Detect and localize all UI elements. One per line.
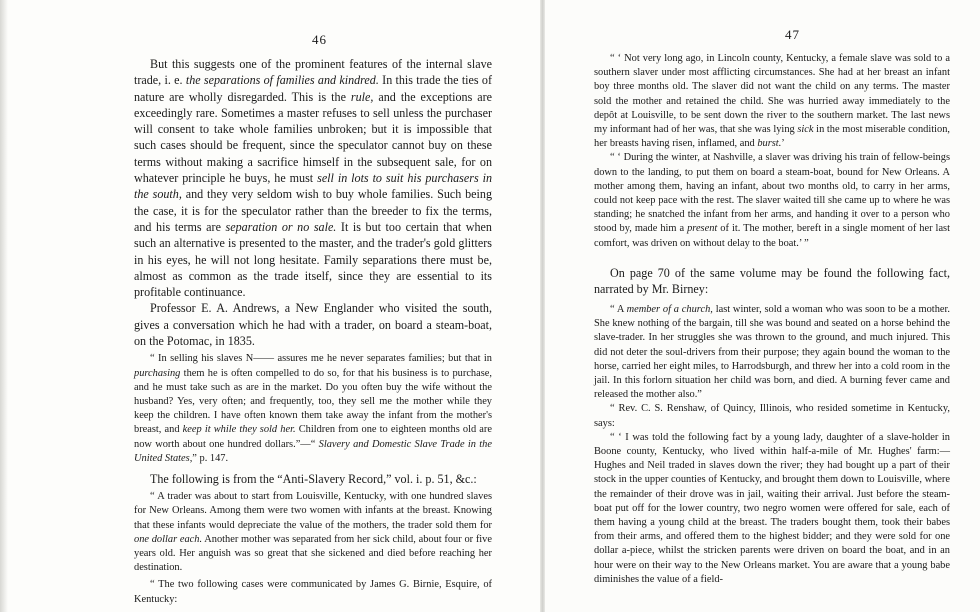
text-run: “ ‘ During the winter, at Nashville, a slaver was driving his train of fellow-beings down to the landing, to put them on board a steam-boat, bound for New Orleans. A mother among them, having an infant, about two months old, to carry in her arms, could not keep pace with the rest. The slaver waited till she came up to where he was standing; he snatched the infant from her arms, and handing it over to a person who stood by, made him a [594, 152, 950, 235]
text-run: The following is from the “Anti-Slavery Record,” vol. i. p. 51, &c.: [150, 471, 477, 486]
text-run: In this trade the ties of nature are wholly disregarded. This is the [134, 73, 492, 104]
text-run: and the exceptions are exceedingly rare. Sometimes a master refuses to sell unless the purchaser will consent to take whole families unbroken; but it is impossible that such cases should be frequent, since the speculator cannot buy on these terms without making a sacrifice himself in the subsequent sale, for on whatever principle he buys, he must [134, 89, 493, 186]
text-run: and they very seldom wish to buy whole families. Such being the case, it is for the speculator rather than the breeder to fix the terms, and his terms are [134, 187, 493, 234]
text-run: “ The two following cases were communicated by James G. Birnie, Esquire, of Kentucky: [134, 579, 492, 605]
paragraph [134, 300, 492, 349]
text-run: Professor E. A. Andrews, a New Englander who visited the south, gives a conversation which he had with a trader, on board a steam-boat, on the Potomac, in 1835. [134, 301, 492, 349]
block-quote [594, 303, 950, 402]
text-run: last winter, sold a woman who was soon to be a mother. She knew nothing of the bargain, till she was bound and seated on a horse behind the slave-trader. In her struggles she was thrown to the ground, and much injured. This did not deter the soul-drivers from their purpose; they again bound the woman to the horse, carried her eight miles, to Harrodsburgh, and threw her into a cold room in the jail. In this forlorn situation her child was born, and died. A burning fever came and released the mother also.” [594, 304, 950, 401]
page-edge-shadow [0, 0, 8, 612]
block-quote [134, 490, 492, 575]
text-run: “ In selling his slaves N—— assures me he never separates families; but that in [150, 353, 492, 365]
paragraph [594, 265, 950, 298]
text-run: ” p. 147. [192, 452, 229, 464]
paragraph [134, 471, 492, 487]
text-run: of it. The mother, bereft in a single moment of her last comfort, was driven on without delay to the boat.’ ” [594, 223, 950, 249]
right-text-column [594, 52, 950, 587]
block-quote [594, 402, 950, 430]
italic-run: present [687, 223, 718, 235]
italic-run: Slavery and Domestic Slave Trade in the United States, [134, 438, 492, 464]
left-text-column [134, 56, 492, 607]
text-run: “ ‘ Not very long ago, in Lincoln county, Kentucky, a female slave was sold to a southern slaver under most afflicting circumstances. She had at her breast an infant boy three months old. The slaver did not want the child on any terms. The master sold the mother and retained the child. She was hurried away immediately to the depôt at Louisville, to be sent down the river to the southern market. The last news my informant had of her was, that she was lying [594, 53, 950, 136]
text-run: “ A [610, 304, 627, 316]
text-run: “ ‘ I was told the following fact by a young lady, daughter of a slave-holder in Boone county, Kentucky, who lived within half-a-mile of Mr. Hughes' farm:—Hughes and Neil traded in slaves down the river; they had bought up a part of their stock in the upper counties of Kentucky, and brought them down to Louisville, where the remainder of their drove was in jail, waiting their arrival. Just before the steam-boat put off for the lower country, two negro women were offered for sale, each of them having a young child at the breast. The traders bought them, took their babes from their arms, and offered them to the highest bidder; and they were sold for one dollar a-piece, whilst the stricken parents were driven on board the boat, and in an hour were on their way to the New Orleans market. You are aware that a young babe diminishes the value of a field- [594, 431, 950, 585]
text-run: Another mother was separated from her sick child, about four or five years old. Her anguish was so great that she sickened and died before reaching her destination. [134, 533, 492, 574]
text-run: “ Rev. C. S. Renshaw, of Quincy, Illinois, who resided sometime in Kentucky, says: [594, 403, 950, 429]
text-run: It is but too certain that when such an alternative is presented to the master, and the trader's gold glitters in his eyes, he will not long hesitate. Family separations there must be, almost as common as the trade itself, since they are essential to its profitable continuance. [134, 219, 492, 300]
right-page [545, 0, 980, 612]
text-run: “ A trader was about to start from Louisville, Kentucky, with one hundred slaves for New Orleans. Among them were two women with infants at the breast. Knowing that these infants would depreciate the value of the mothers, the trader sold them for [134, 491, 492, 531]
text-run: Children from one to eighteen months old are now worth about one hundred dollars.”—“ [134, 424, 492, 450]
italic-run: separation or no sale. [225, 219, 337, 234]
text-run: them he is often compelled to do so, for that his business is to purchase, and he must take such as are in the market. Do you often buy the wife without the husband? Yes, very often; and frequently, too, they sell me the mother while they keep the children. I have often known them take away the infant from the mother's breast, and [134, 367, 492, 436]
block-quote [134, 352, 492, 466]
text-run: ’ [781, 138, 785, 150]
italic-run: sell in lots to suit his purchasers in the south, [134, 171, 492, 202]
text-run: On page 70 of the same volume may be found the following fact, narrated by Mr. Birney: [594, 265, 950, 297]
block-quote [594, 431, 950, 587]
block-quote [594, 52, 950, 151]
page-number-right: 47 [785, 27, 800, 42]
italic-run: member of a church, [626, 304, 713, 316]
italic-run: one dollar each. [134, 533, 203, 545]
italic-run: purchasing [134, 367, 181, 379]
italic-run: keep it while they sold her. [182, 424, 296, 436]
page-number-left: 46 [312, 32, 327, 47]
italic-run: the separations of families and kindred. [185, 73, 379, 88]
italic-run: burst. [757, 138, 782, 150]
text-run: But this suggests one of the prominent features of the internal slave trade, i. e. [134, 57, 492, 88]
italic-run: rule, [350, 89, 374, 104]
block-quote [134, 578, 492, 606]
block-quote [594, 151, 950, 250]
text-run: in the most miserable condition, her breasts having risen, inflamed, and [594, 124, 950, 150]
paragraph [134, 56, 492, 300]
italic-run: sick [797, 124, 814, 136]
